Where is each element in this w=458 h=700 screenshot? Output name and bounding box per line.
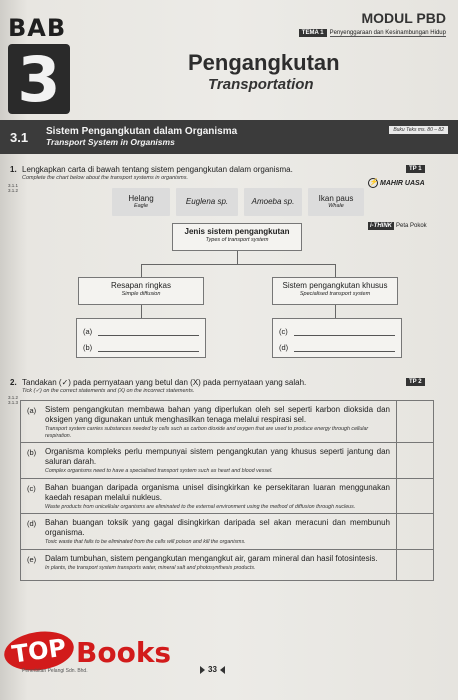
statement-text: Bahan buangan toksik yang gagal disingkirkan daripada sel akan meracuni dan membunuh organisma. [45,518,390,538]
page-number-value: 33 [208,665,217,674]
statement-row [21,514,433,550]
organism-name: Euglena sp. [185,197,229,207]
answer-line-b[interactable] [83,343,199,352]
organism-chip-whale [308,188,364,216]
organism-chip-eagle [112,188,170,216]
statement-text: Organisma kompleks perlu mempunyai sistem pengangkutan yang khusus seperti jantung dan saluran darah. [45,447,390,467]
statement-text: Bahan buangan daripada organisma unisel disingkirkan ke persekitaran luaran menggunakan kaedah resapan melalui nukleus. [45,482,390,502]
section-title: Sistem Pengangkutan dalam Organisma [46,126,238,138]
logo-top-badge: TOP [2,627,77,674]
tree-branch-simple-diffusion [78,277,204,305]
answer-blank[interactable] [294,328,395,336]
chapter-number: 3 [8,44,70,114]
branch-label: Resapan ringkas [110,281,172,290]
answer-line-a[interactable] [83,327,199,336]
watermark-logo [4,632,174,672]
module-label: MODUL PBD [361,10,446,26]
answer-label: (d) [279,343,289,352]
answer-label: (a) [83,327,93,336]
connector-line [141,305,142,318]
question-1-number: 1. [10,165,17,174]
question-1-text: Lengkapkan carta di bawah tentang sistem pengangkutan dalam organisma. [22,165,293,174]
statement-letter: (e) [27,555,37,565]
section-subtitle: Transport System in Organisms [46,136,175,147]
page-number [200,665,225,674]
answer-line-d[interactable] [279,343,395,352]
organism-chip-amoeba [244,188,302,216]
question-2-translation: Tick (✓) on the correct statements and (X) on the incorrect statements. [22,388,195,394]
question-2-text: Tandakan (✓) pada pernyataan yang betul dan (X) pada pernyataan yang salah. [22,378,307,387]
organism-name: Amoeba sp. [251,197,295,207]
organism-translation: Whale [328,203,344,210]
branch-translation: Simple diffusion [121,290,161,297]
textbook-reference: Buku Teks ms. 80 – 82 [389,126,448,134]
connector-line [141,264,335,265]
answer-line-c[interactable] [279,327,395,336]
question-2-number: 2. [10,378,17,387]
statement-row [21,479,433,515]
ithink-map-type: Peta Pokok [396,223,427,229]
connector-line [237,251,238,264]
section-header [0,120,458,154]
mahir-uasa-badge [368,178,425,188]
statement-translation: In plants, the transport system transports water, mineral salt and photosynthesis products. [45,565,256,572]
question-1-sp: 3.1.1 3.1.2 [8,183,19,194]
tree-branch-specialised-transport [272,277,398,305]
tick-cross-box[interactable] [397,550,433,580]
tree-root-box [172,223,302,251]
statement-translation: Complex organisms need to have a specialised transport system such as heart and blood vessel. [45,468,273,475]
connector-line [335,264,336,277]
ithink-tag: i-THINK [370,223,392,229]
lightning-icon: ⚡ [369,179,378,186]
chapter-badge [8,14,74,114]
statement-translation: Transport system carries substances needed by cells such as carbon dioxide and oxygen that are used to produce energy through cellular respiration. [45,426,369,439]
statement-table [20,400,434,581]
statement-letter: (c) [27,483,36,493]
answer-label: (b) [83,343,93,352]
answer-blank[interactable] [98,344,199,352]
answer-box-left [76,318,206,358]
question-2-sp: 3.1.2 3.1.3 [8,395,19,406]
tree-root-translation: Types of transport system [205,236,269,243]
publisher-credit: Penerbitan Pelangi Sdn. Bhd. [22,668,88,674]
statement-text: Sistem pengangkutan membawa bahan yang diperlukan oleh sel seperti karbon dioksida dan oksigen yang digunakan untuk menghasilkan tenaga melalui respirasi sel. [45,405,390,424]
organism-name: Helang [128,194,154,204]
statement-translation: Toxic waste that fails to be eliminated from the cells will poison and kill the organisms. [45,539,246,546]
tick-cross-box[interactable] [397,514,433,549]
statement-letter: (d) [27,519,37,529]
theme-tag: TEMA 1 [299,29,327,37]
ithink-badge [368,222,427,230]
statement-row [21,401,433,443]
statement-row [21,550,433,580]
answer-box-right [272,318,402,358]
chapter-subtitle: Transportation [208,76,314,93]
statement-translation: Waste products from unicellular organisms are eliminated to the external environment using the method of diffusion through nucleus. [45,503,356,510]
organism-chip-euglena [176,188,238,216]
triangle-left-icon [220,666,225,674]
tree-root-label: Jenis sistem pengangkutan [184,227,290,236]
question-2-tp-badge: TP 2 [406,378,425,386]
branch-label: Sistem pengangkutan khusus [282,281,388,290]
organism-name: Ikan paus [318,194,354,204]
tick-cross-box[interactable] [397,479,433,514]
question-1-translation: Complete the chart below about the transport systems in organisms. [22,175,188,181]
section-number: 3.1 [10,129,29,145]
mahir-uasa-label: MAHIR UASA [380,179,425,187]
question-1-tp-badge: TP 1 [406,165,425,173]
connector-line [141,264,142,277]
tick-cross-box[interactable] [397,401,433,442]
chapter-title: Pengangkutan [188,50,340,75]
theme-row [299,29,446,37]
connector-line [335,305,336,318]
theme-text: Penyenggaraan dan Kesinambungan Hidup [329,29,446,36]
chapter-label: BAB [8,14,67,42]
statement-letter: (a) [27,406,37,415]
statement-row [21,443,433,479]
branch-translation: Specialised transport system [299,290,371,297]
triangle-right-icon [200,666,205,674]
answer-blank[interactable] [98,328,199,336]
answer-blank[interactable] [294,344,395,352]
tick-cross-box[interactable] [397,443,433,478]
statement-text: Dalam tumbuhan, sistem pengangkutan mengangkut air, garam mineral dan hasil fotosintesis. [45,554,378,564]
statement-letter: (b) [27,448,37,458]
organism-translation: Eagle [133,203,149,210]
logo-books-text: Books [76,636,172,669]
answer-label: (c) [279,327,288,336]
